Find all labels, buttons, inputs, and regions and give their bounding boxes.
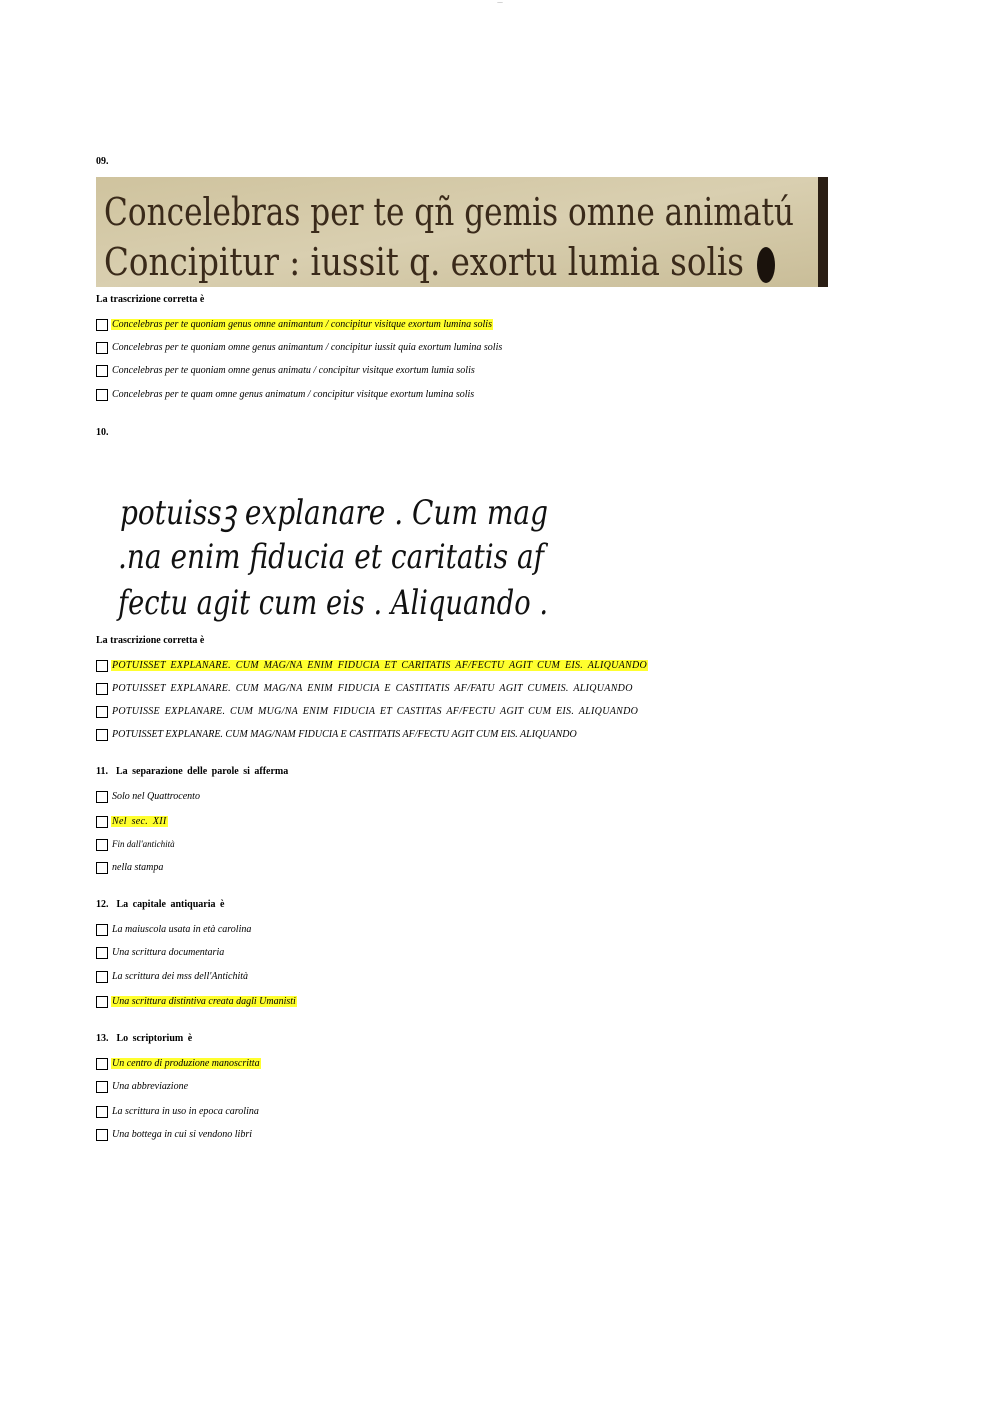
q10-option-4-text: POTUISSET EXPLANARE. CUM MAG/NAM FIDUCIA E CASTITATIS AF/FECTU AGIT CUM EIS. ALIQUANDO <box>112 728 577 740</box>
question-13-number: 13. <box>96 1033 109 1044</box>
q09-option-4-text: Concelebras per te quam omne genus animatum / concipitur visitque exortum lumina solis <box>112 388 475 400</box>
question-09-label: La trascrizione corretta è <box>96 294 205 305</box>
q13-option-1-text: Un centro di produzione manoscritta <box>112 1057 260 1069</box>
q09-option-3-text: Concelebras per te quoniam omne genus animatu / concipitur visitque exortum lumia solis <box>112 364 475 376</box>
question-10-number: 10. <box>96 427 109 438</box>
q13-option-3[interactable] <box>96 1103 260 1119</box>
manuscript-line-2: Concipitur : iussit q. exortu lumia solis <box>104 240 744 284</box>
manuscript-line-1: Concelebras per te qñ gemis omne animatú <box>104 190 794 234</box>
q12-option-3[interactable] <box>96 968 249 984</box>
q11-option-2[interactable] <box>96 813 168 829</box>
q12-option-1-text: La maiuscola usata in età carolina <box>112 923 252 935</box>
q10-option-1-text: POTUISSET EXPLANARE. CUM MAG/NA ENIM FIDUCIA ET CARITATIS AF/FECTU AGIT CUM EIS. ALIQUANDO <box>112 659 648 671</box>
checkbox[interactable] <box>96 791 108 803</box>
q10-option-1[interactable] <box>96 657 648 673</box>
checkbox[interactable] <box>96 971 108 983</box>
q10-option-3-text: POTUISSE EXPLANARE. CUM MUG/NA ENIM FIDUCIA ET CASTITAS AF/FECTU AGIT CUM EIS. ALIQUANDO <box>112 705 639 717</box>
q12-option-2[interactable] <box>96 944 225 960</box>
q10-option-2-text: POTUISSET EXPLANARE. CUM MAG/NA ENIM FIDUCIA E CASTITATIS AF/FATU AGIT CUMEIS. ALIQUANDO <box>112 682 633 694</box>
checkbox[interactable] <box>96 319 108 331</box>
manuscript-line-2: .na enim fiducia et caritatis af <box>118 537 549 577</box>
q10-option-4[interactable] <box>96 726 578 742</box>
q09-option-4[interactable] <box>96 386 475 402</box>
checkbox[interactable] <box>96 839 108 851</box>
checkbox[interactable] <box>96 924 108 936</box>
question-12-text: La capitale antiquaria è <box>116 899 225 910</box>
q13-option-4[interactable] <box>96 1126 253 1142</box>
checkbox[interactable] <box>96 1058 108 1070</box>
question-11-text: La separazione delle parole si afferma <box>115 766 289 777</box>
checkbox[interactable] <box>96 683 108 695</box>
checkbox[interactable] <box>96 389 108 401</box>
page-header-mark: ــــــ <box>497 0 503 4</box>
checkbox[interactable] <box>96 816 108 828</box>
question-12-number: 12. <box>96 899 109 910</box>
q11-option-2-text: Nel sec. XII <box>112 815 167 827</box>
q13-option-2-text: Una abbreviazione <box>112 1080 189 1092</box>
q12-option-2-text: Una scrittura documentaria <box>112 946 225 958</box>
q12-option-1[interactable] <box>96 921 252 937</box>
question-11-title <box>96 766 288 777</box>
manuscript-image-10 <box>96 458 566 630</box>
q11-option-1[interactable] <box>96 788 201 804</box>
q11-option-4[interactable] <box>96 859 164 875</box>
q13-option-1[interactable] <box>96 1055 261 1071</box>
checkbox[interactable] <box>96 1106 108 1118</box>
checkbox[interactable] <box>96 947 108 959</box>
question-10-label: La trascrizione corretta è <box>96 635 205 646</box>
checkbox[interactable] <box>96 1129 108 1141</box>
manuscript-image-09 <box>96 177 828 287</box>
q11-option-1-text: Solo nel Quattrocento <box>112 790 200 802</box>
q09-option-1-text: Concelebras per te quoniam genus omne animantum / concipitur visitque exortum lumina solis <box>112 318 492 330</box>
question-12-title <box>96 899 224 910</box>
question-09-number: 09. <box>96 156 109 167</box>
q10-option-2[interactable] <box>96 680 634 696</box>
q12-option-4-text: Una scrittura distintiva creata dagli Umanisti <box>112 995 296 1007</box>
q13-option-3-text: La scrittura in uso in epoca carolina <box>112 1105 259 1117</box>
checkbox[interactable] <box>96 706 108 718</box>
checkbox[interactable] <box>96 1081 108 1093</box>
checkbox[interactable] <box>96 862 108 874</box>
question-11-number: 11. <box>96 766 108 777</box>
q11-option-3-text: Fin dall'antichità <box>112 839 175 849</box>
q13-option-4-text: Una bottega in cui si vendono libri <box>112 1128 252 1140</box>
q13-option-2[interactable] <box>96 1078 189 1094</box>
q11-option-4-text: nella stampa <box>112 861 164 873</box>
checkbox[interactable] <box>96 729 108 741</box>
question-13-text: Lo scriptorium è <box>116 1033 193 1044</box>
checkbox[interactable] <box>96 365 108 377</box>
checkbox[interactable] <box>96 342 108 354</box>
q12-option-3-text: La scrittura dei mss dell'Antichità <box>112 970 249 982</box>
q09-option-1[interactable] <box>96 316 493 332</box>
q09-option-2-text: Concelebras per te quoniam omne genus animantum / concipitur iussit quia exortum lumina solis <box>112 341 503 353</box>
manuscript-line-1: potuissꝫ explanare . Cum mag <box>120 493 548 533</box>
checkbox[interactable] <box>96 660 108 672</box>
question-13-title <box>96 1033 192 1044</box>
checkbox[interactable] <box>96 996 108 1008</box>
q09-option-3[interactable] <box>96 362 476 378</box>
q09-option-2[interactable] <box>96 339 503 355</box>
manuscript-line-3: fectu agit cum eis . Aliquando . <box>115 583 549 623</box>
q11-option-3[interactable] <box>96 836 176 852</box>
q10-option-3[interactable] <box>96 703 639 719</box>
q12-option-4[interactable] <box>96 993 297 1009</box>
